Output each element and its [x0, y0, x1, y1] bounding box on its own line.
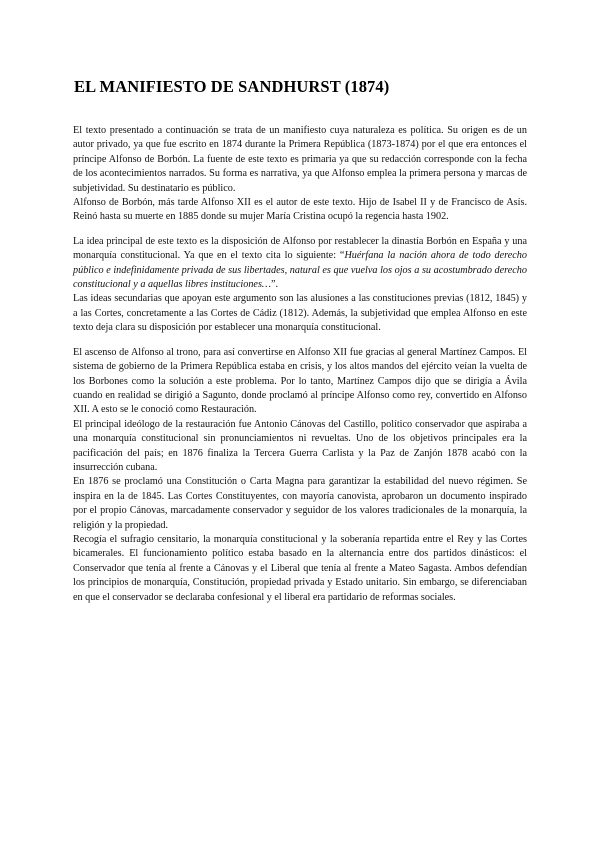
section-analysis [73, 124, 527, 225]
paragraph: Alfonso de Borbón, más tarde Alfonso XII es el autor de este texto. Hijo de Isabel II y de Francisco de Asís. Reinó hasta su muerte en 1885 donde su mujer María Cristina ocupó la regencia hasta 1902. [73, 197, 527, 223]
paragraph: Las ideas secundarias que apoyan este argumento son las alusiones a las constituciones previas (1812, 1845) y a las Cortes, concretamente a las Cortes de Cádiz (1812). Además, la subjetividad que emplea Alfonso en este texto deja clara su disposición por establecer una monarquía constitucional. [73, 293, 527, 334]
section-context [73, 346, 527, 605]
quote-lead-text: La idea principal de este texto es la disposición de Alfonso por restablecer la dinastía Borbón en España y una monarquía constitucional. Ya que en el texto cita lo siguiente: “ [73, 235, 527, 262]
document-body [73, 124, 527, 605]
paragraph: El ascenso de Alfonso al trono, para así convertirse en Alfonso XII fue gracias al general Martínez Campos. El sistema de gobierno de la Primera República estaba en crisis, y los altos mandos del ejército veían la vuelta de los Borbones como la solución a este problema. Por lo tanto, Martínez Campos dijo que se dirigía a Ávila cuando en realidad se dirigió a Sagunto, donde proclamó al príncipe Alfonso como rey, convertido en Alfonso XII. A esto se le conoció como Restauración. [73, 346, 527, 416]
paragraph: En 1876 se proclamó una Constitución o Carta Magna para garantizar la estabilidad del nuevo régimen. Se inspira en la de 1845. Las Cortes Constituyentes, con mayoría canovista, aprobaron un documento inspirado por el propio Cánovas, marcadamente conservador y seguidor de los valores tradicionales de la monarquía, la religión y la propiedad. [73, 476, 527, 531]
paragraph-gap [73, 336, 527, 346]
quote-tail-text: ”. [270, 279, 279, 291]
paragraph-gap [73, 225, 527, 235]
paragraph: El principal ideólogo de la restauración fue Antonio Cánovas del Castillo, político conservador que aspiraba a una monarquía constitucional sin pronunciamientos ni revueltas. Uno de los objetivos principales era la pacificación del país; en 1876 finaliza la Tercera Guerra Carlista y la Paz de Zanjón 1878 acabó con la insurrección cubana. [73, 418, 527, 473]
document-title: EL MANIFIESTO DE SANDHURST (1874) [74, 77, 390, 96]
paragraph: El texto presentado a continuación se trata de un manifiesto cuya naturaleza es política. Su origen es de un autor privado, ya que fue escrito en 1874 durante la Primera República (1873-1874) por el que era entonces el príncipe Alfonso de Borbón. La fuente de este texto es primaria ya que su redacción corresponde con la fecha de los acontecimientos narrados. Su forma es narrativa, ya que Alfonso emplea la primera persona y marcas de subjetividad. Su destinatario es público. [73, 125, 527, 194]
quote-text: Huérfana la nación ahora de todo derecho público e indefinidamente privada de sus libertades, natural es que vuelva los ojos a su acostumbrado derecho constitucional y a aquellas libres instituciones… [73, 250, 527, 291]
section-ideas [73, 235, 527, 336]
paragraph-with-quote [73, 235, 527, 293]
paragraph: Recogía el sufragio censitario, la monarquía constitucional y la soberanía repartida entre el Rey y las Cortes bicamerales. El funcionamiento político estaba basado en la alternancia entre dos partidos dinásticos: el Conservador que tenía al frente a Cánovas y el Liberal que tenía al frente a Mateo Sagasta. Ambos defendían los principios de monarquía, Constitución, propiedad privada y Estado unitario. Sin embargo, se diferenciaban en que el conservador se declaraba confesional y el liberal era partidario de reformas sociales. [73, 533, 527, 603]
